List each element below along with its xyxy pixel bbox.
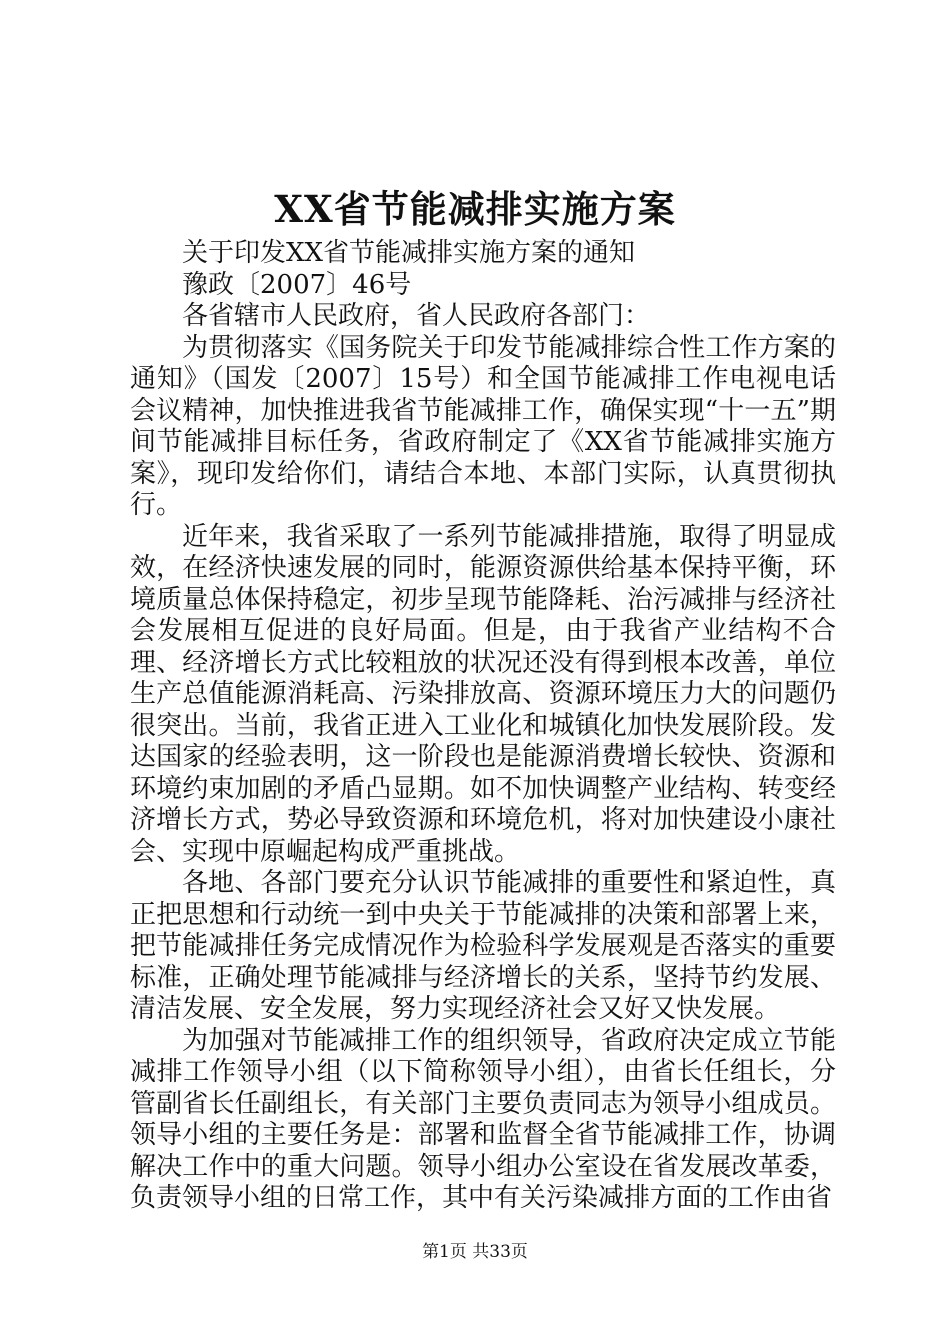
document-body	[130, 238, 836, 1215]
page-number-footer: 第1页 共33页	[422, 1242, 528, 1262]
document-title: XX省节能减排实施方案	[274, 187, 676, 231]
body-paragraph: 为加强对节能减排工作的组织领导，省政府决定成立节能减排工作领导小组（以下简称领导小组），由省长任组长，分管副省长任副组长，有关部门主要负责同志为领导小组成员。领导小组的主要任务是：部署和监督全省节能减排工作，协调解决工作中的重大问题。领导小组办公室设在省发展改革委，负责领导小组的日常工作，其中有关污染减排方面的工作由省	[130, 1025, 836, 1213]
document-number: 豫政〔2007〕46号	[182, 269, 412, 300]
body-paragraph: 各地、各部门要充分认识节能减排的重要性和紧迫性，真正把思想和行动统一到中央关于节能减排的决策和部署上来，把节能减排任务完成情况作为检验科学发展观是否落实的重要标准，正确处理节能减排与经济增长的关系，坚持节约发展、清洁发展、安全发展，努力实现经济社会又好又快发展。	[130, 868, 836, 1024]
notice-title: 关于印发XX省节能减排实施方案的通知	[182, 238, 636, 268]
body-paragraph: 近年来，我省采取了一系列节能减排措施，取得了明显成效，在经济快速发展的同时，能源资源供给基本保持平衡，环境质量总体保持稳定，初步呈现节能降耗、治污减排与经济社会发展相互促进的良好局面。但是，由于我省产业结构不合理、经济增长方式比较粗放的状况还没有得到根本改善，单位生产总值能源消耗高、污染排放高、资源环境压力大的问题仍很突出。当前，我省正进入工业化和城镇化加快发展阶段。发达国家的经验表明，这一阶段也是能源消费增长较快、资源和环境约束加剧的矛盾凸显期。如不加快调整产业结构、转变经济增长方式，势必导致资源和环境危机，将对加快建设小康社会、实现中原崛起构成严重挑战。	[130, 521, 836, 867]
body-paragraph: 为贯彻落实《国务院关于印发节能减排综合性工作方案的通知》（国发〔2007〕15号）和全国节能减排工作电视电话会议精神，加快推进我省节能减排工作，确保实现“十一五”期间节能减排目标任务，省政府制定了《XX省节能减排实施方案》，现印发给你们，请结合本地、本部门实际，认真贯彻执行。	[130, 332, 836, 520]
addressee-line: 各省辖市人民政府，省人民政府各部门：	[182, 301, 651, 331]
